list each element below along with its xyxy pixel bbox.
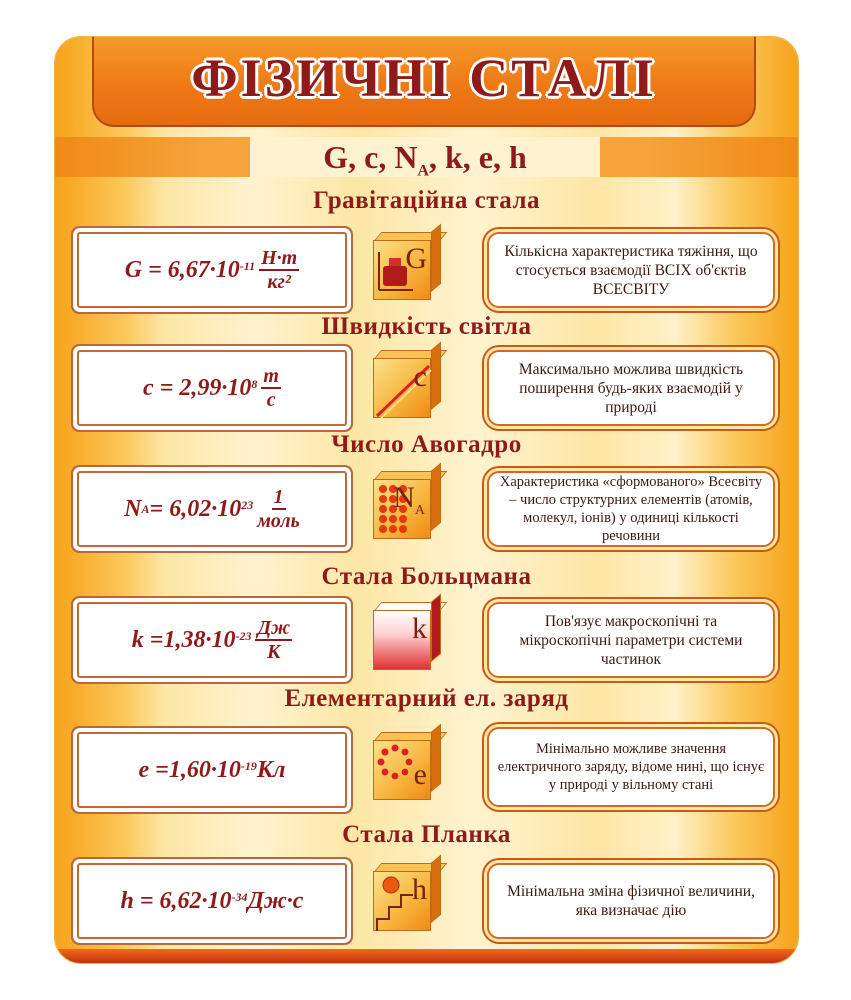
stairs-ball-icon xyxy=(373,863,441,931)
symbols-tail: , k, e, h xyxy=(428,139,527,175)
weight-icon xyxy=(373,232,441,300)
formula-exp: -11 xyxy=(239,258,256,273)
symbols-sub: A xyxy=(417,162,429,180)
icon-letter: e xyxy=(413,758,427,791)
charge-ring-icon xyxy=(373,732,441,800)
formula-main: G = 6,67·10 xyxy=(124,256,240,283)
formula-main: = 6,02·10 xyxy=(149,495,242,522)
formula-unit xyxy=(259,247,299,293)
description-boltzmann: Пов'язує макроскопічні та мікроскопічні параметри системи частинок xyxy=(487,602,775,678)
unit-den: c xyxy=(266,389,276,411)
icon-letter-sub: A xyxy=(414,503,425,518)
unit-num: Н·m xyxy=(261,247,298,269)
description-charge: Мінімально можливе значення електричного заряду, відоме нині, що існує у природі у вільному стані xyxy=(487,727,775,807)
section-title-planck: Стала Планка xyxy=(342,821,511,848)
description-light: Максимально можлива швидкість поширення будь-яких взаємодій у природі xyxy=(487,350,775,426)
section-title-gravity: Гравітаційна стала xyxy=(312,187,541,214)
formula-unit xyxy=(255,617,292,663)
section-title-charge: Елементарний ел. заряд xyxy=(284,685,569,712)
icon-letter: h xyxy=(412,873,427,906)
unit-num: m xyxy=(263,365,279,387)
symbols-list xyxy=(250,137,600,180)
formula-avogadro xyxy=(77,471,347,547)
formula-prefix: N xyxy=(124,495,142,522)
symbols-row xyxy=(55,137,798,180)
formula-main: h = 6,62·10 xyxy=(120,887,232,914)
icon-letter: k xyxy=(412,612,427,645)
formula-main: k =1,38·10 xyxy=(131,626,236,653)
description-avogadro: Характеристика «сформованого» Всесвіту – число структурних елементів (атомів, молекул, іонів) у одиниці кількості речовини xyxy=(487,471,775,547)
symbols-text: G, c, N xyxy=(323,139,418,175)
page-title: ФІЗИЧНІ СТАЛІ xyxy=(191,48,657,108)
formula-unit xyxy=(257,486,300,532)
formula-light xyxy=(77,350,347,426)
formula-boltzmann xyxy=(77,602,347,678)
bottom-bar xyxy=(55,949,798,963)
unit-num: 1 xyxy=(273,486,284,508)
formula-unit xyxy=(261,365,281,411)
formula-gravity xyxy=(77,232,347,308)
icon-letter xyxy=(393,481,425,519)
molecules-icon xyxy=(373,471,441,539)
section-title-boltzmann: Стала Больцмана xyxy=(321,563,532,590)
light-beam-icon xyxy=(373,350,441,418)
formula-sub: A xyxy=(141,501,150,516)
unit-den: К xyxy=(267,641,281,663)
formula-main: e =1,60·10 xyxy=(138,756,241,783)
formula-exp: 23 xyxy=(241,497,254,512)
formula-planck xyxy=(77,863,347,939)
description-gravity: Кількісна характеристика тяжіння, що стосується взаємодії ВСІХ об'єктів ВСЕСВІТУ xyxy=(487,232,775,308)
title-banner xyxy=(92,37,756,127)
formula-charge xyxy=(77,732,347,808)
formula-main: c = 2,99·10 xyxy=(143,374,252,401)
description-planck: Мінімальна зміна фізичної величини, яка визначає дію xyxy=(487,863,775,939)
icon-letter: c xyxy=(413,360,427,393)
formula-exp: -23 xyxy=(235,628,252,643)
formula-tail: Дж·с xyxy=(247,887,304,914)
poster xyxy=(55,37,798,963)
unit-den: кг² xyxy=(267,271,291,293)
section-title-avogadro: Число Авогадро xyxy=(331,431,522,458)
unit-num: Дж xyxy=(257,617,291,639)
formula-exp: -19 xyxy=(240,758,257,773)
gradient-icon xyxy=(373,602,441,670)
unit-den: моль xyxy=(257,510,300,532)
formula-exp: 8 xyxy=(251,376,258,391)
section-title-light: Швидкість світла xyxy=(321,313,532,340)
formula-tail: Кл xyxy=(256,756,286,783)
formula-exp: -34 xyxy=(231,889,248,904)
icon-letter-main: N xyxy=(393,481,415,514)
icon-letter: G xyxy=(405,242,427,275)
